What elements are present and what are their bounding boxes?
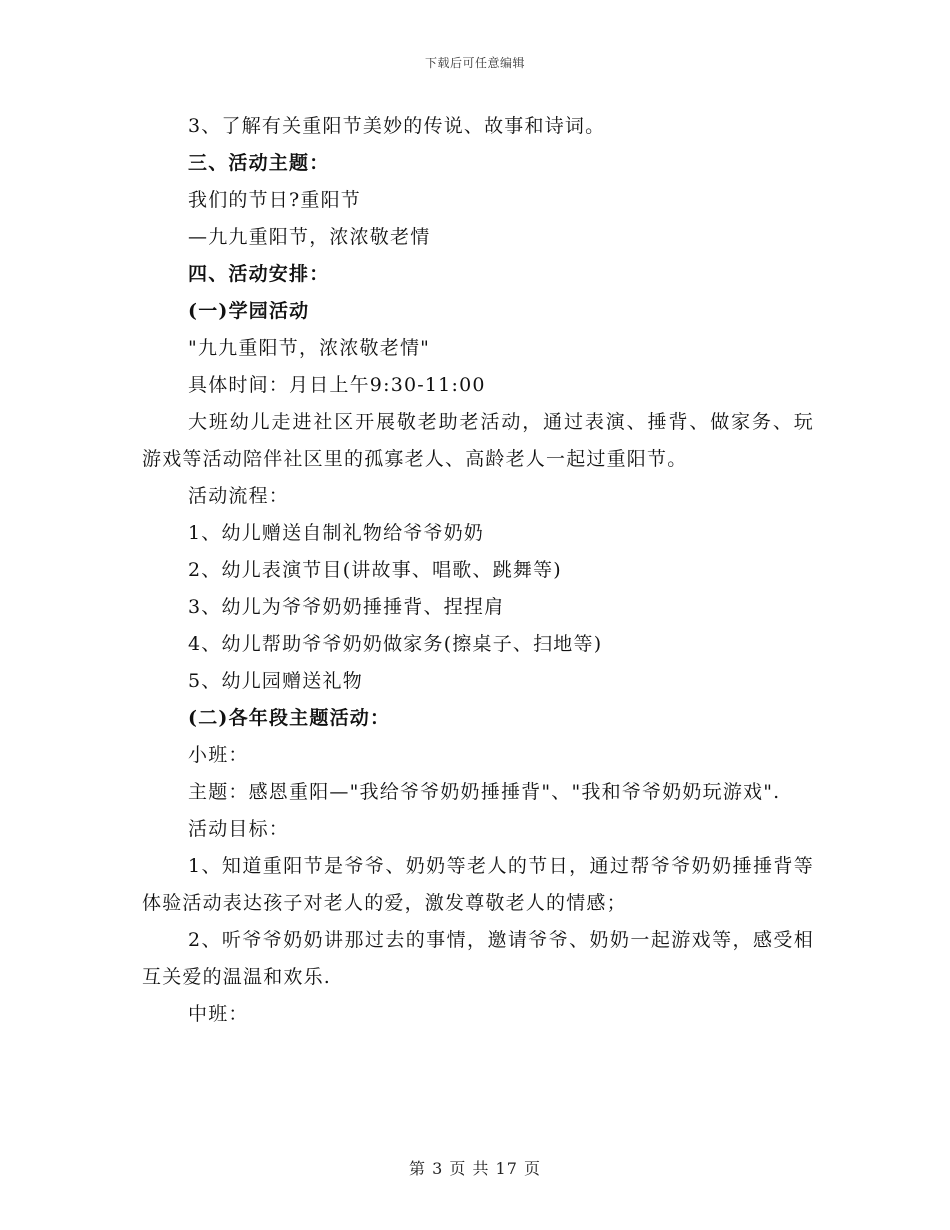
page-number: 第 3 页 共 17 页	[409, 1159, 541, 1178]
campus-activity-name: "九九重阳节，浓浓敬老情"	[188, 337, 431, 359]
goal-2: 2、听爷爷奶奶讲那过去的事情，邀请爷爷、奶奶一起游戏等，感受相互关爱的温温和欢乐.	[142, 929, 814, 988]
flow-item: 4、幼儿帮助爷爷奶奶做家务(擦桌子、扫地等)	[188, 633, 603, 655]
goal-item-3: 3、了解有关重阳节美妙的传说、故事和诗词。	[188, 115, 606, 137]
small-class-label: 小班：	[188, 744, 249, 766]
goals-title: 活动目标：	[188, 818, 290, 840]
flow-item: 1、幼儿赠送自制礼物给爷爷奶奶	[188, 522, 485, 544]
theme-line-2: —九九重阳节，浓浓敬老情	[188, 226, 431, 248]
flow-title: 活动流程：	[188, 485, 290, 507]
subsection-title-campus: (一)学园活动	[188, 300, 310, 322]
campus-activity-description: 大班幼儿走进社区开展敬老助老活动，通过表演、捶背、做家务、玩游戏等活动陪伴社区里的孤寡老人、高龄老人一起过重阳节。	[142, 411, 814, 470]
middle-class-label: 中班：	[188, 1003, 249, 1025]
small-class-theme: 主题：感恩重阳—"我给爷爷奶奶捶捶背"、"我和爷爷奶奶玩游戏".	[188, 781, 781, 803]
flow-item: 2、幼儿表演节目(讲故事、唱歌、跳舞等)	[188, 559, 562, 581]
theme-line-1: 我们的节日?重阳节	[188, 189, 361, 211]
section-title-arrangement: 四、活动安排：	[188, 263, 330, 285]
flow-item: 5、幼儿园赠送礼物	[188, 670, 363, 692]
goal-1: 1、知道重阳节是爷爷、奶奶等老人的节日，通过帮爷爷奶奶捶捶背等体验活动表达孩子对老人的爱，激发尊敬老人的情感；	[142, 855, 814, 914]
flow-item: 3、幼儿为爷爷奶奶捶捶背、捏捏肩	[188, 596, 505, 618]
campus-activity-time: 具体时间：月日上午9:30-11:00	[188, 374, 486, 396]
header-note: 下载后可任意编辑	[424, 56, 525, 70]
document-body	[142, 108, 814, 1033]
section-title-theme: 三、活动主题：	[188, 152, 330, 174]
subsection-title-grades: (二)各年段主题活动：	[188, 707, 391, 729]
